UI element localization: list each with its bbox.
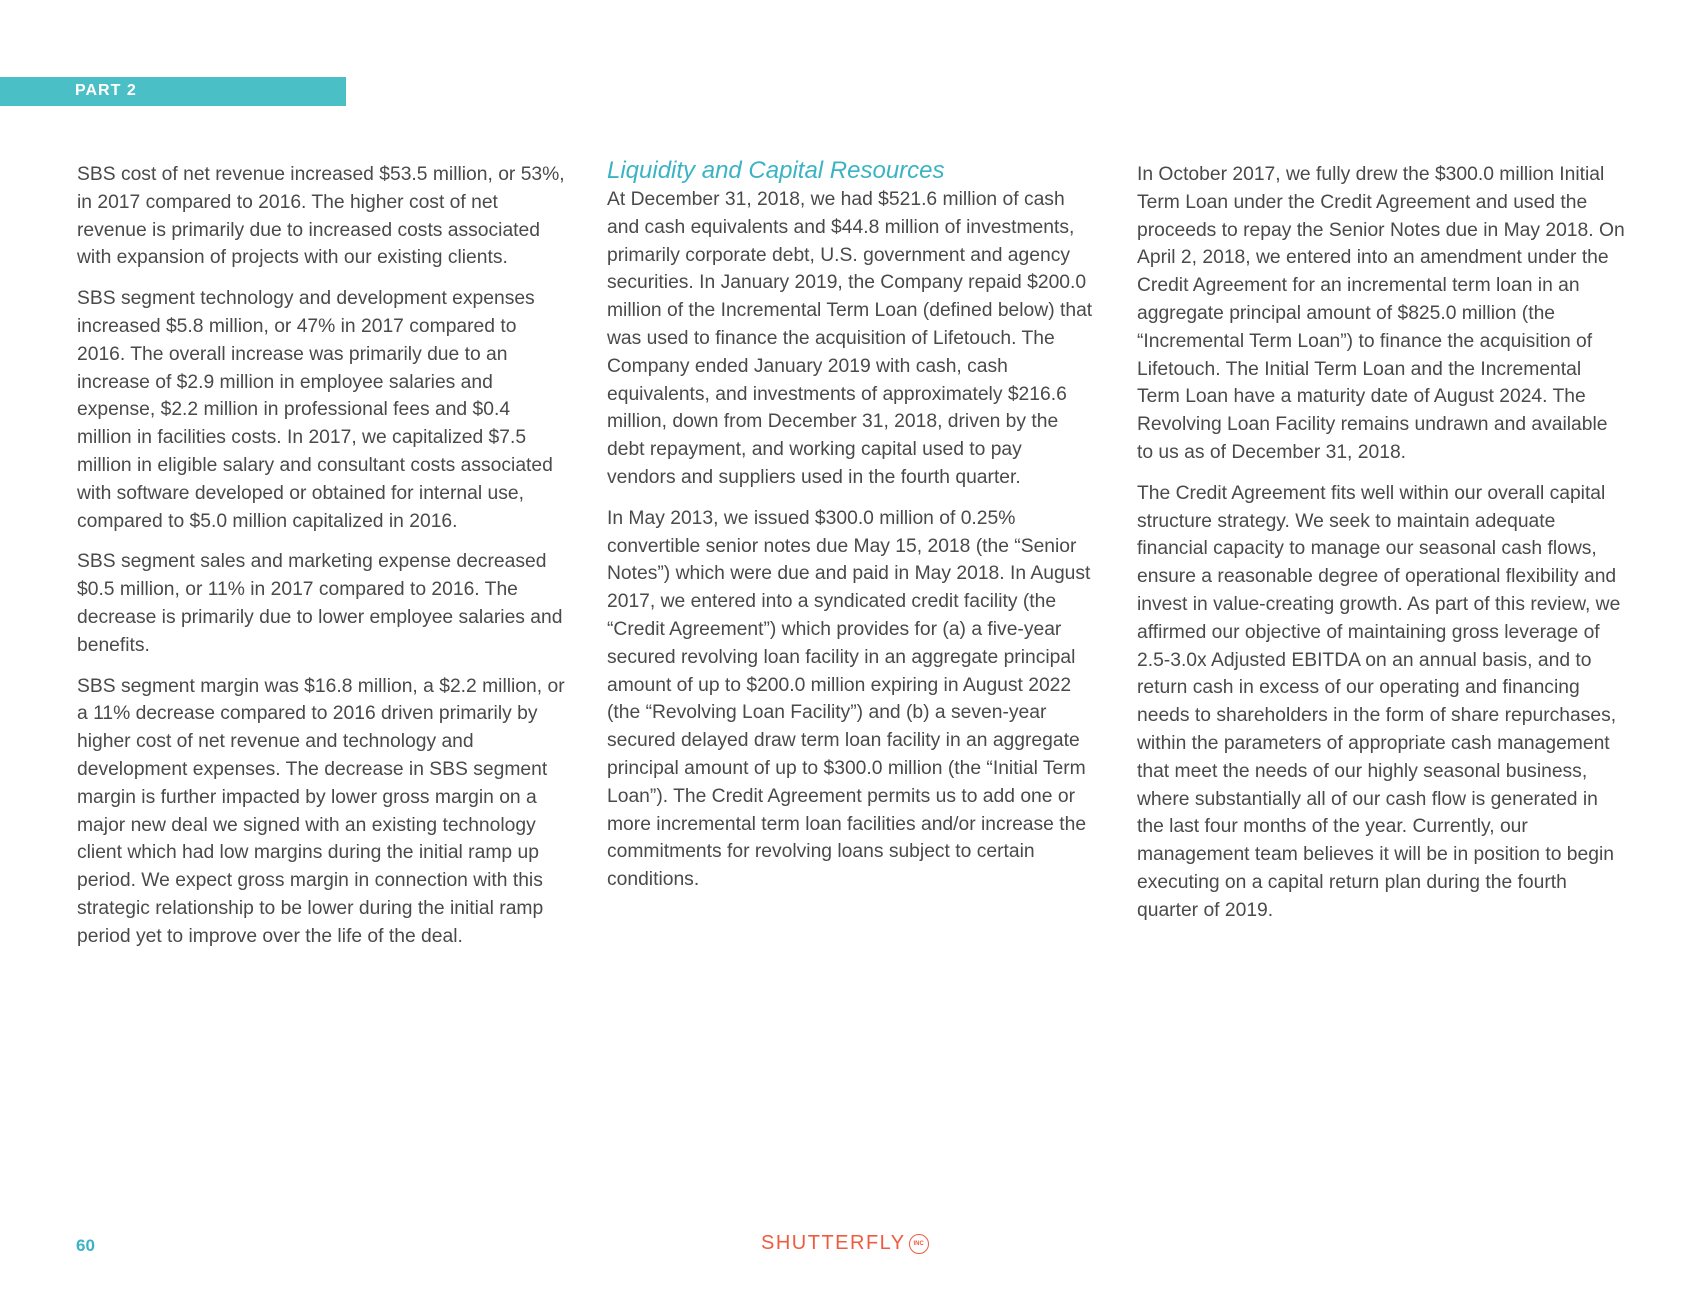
text-column-right <box>1137 161 1627 938</box>
section-label: PART 2 <box>75 82 137 99</box>
page-number: 60 <box>76 1236 95 1255</box>
text-column-left <box>77 161 565 964</box>
paragraph: SBS segment technology and development expenses increased $5.8 million, or 47% in 2017 compared to 2016. The overall increase was primarily due to an increase of $2.9 million in employee salaries and expense, $2.2 million in professional fees and $0.4 million in facilities costs. In 2017, we capitalized $7.5 million in eligible salary and consultant costs associated with software developed or obtained for internal use, compared to $5.0 million capitalized in 2016. <box>77 288 553 532</box>
paragraph: At December 31, 2018, we had $521.6 million of cash and cash equivalents and $44.8 million of investments, primarily corporate debt, U.S. government and agency securities. In January 2019, the Company repaid $200.0 million of the Incremental Term Loan (defined below) that was used to finance the acquisition of Lifetouch. The Company ended January 2019 with cash, cash equivalents, and investments of approximately $216.6 million, down from December 31, 2018, driven by the debt repayment, and working capital used to pay vendors and suppliers used in the fourth quarter. <box>607 189 1093 488</box>
logo-text: SHUTTERFLY <box>761 1232 906 1254</box>
inc-badge-icon: INC <box>909 1234 929 1254</box>
paragraph: SBS segment margin was $16.8 million, a $2.2 million, or a 11% decrease compared to 2016 driven primarily by higher cost of net revenue and technology and development expenses. The decrease in SBS segment margin is further impacted by lower gross margin on a major new deal we signed with an existing technology client which had low margins during the initial ramp up period. We expect gross margin in connection with this strategic relationship to be lower during the initial ramp period yet to improve over the life of the deal. <box>77 675 565 947</box>
text-column-middle <box>607 156 1095 907</box>
section-heading: Liquidity and Capital Resources <box>607 157 945 184</box>
paragraph: In October 2017, we fully drew the $300.0 million Initial Term Loan under the Credit Agreement and used the proceeds to repay the Senior Notes due in May 2018. On April 2, 2018, we entered into an amendment under the Credit Agreement for an incremental term loan in an aggregate principal amount of $825.0 million (the “Incremental Term Loan”) to finance the acquisition of Lifetouch. The Initial Term Loan and the Incremental Term Loan have a maturity date of August 2024. The Revolving Loan Facility remains undrawn and available to us as of December 31, 2018. <box>1137 164 1625 463</box>
paragraph: SBS segment sales and marketing expense decreased $0.5 million, or 11% in 2017 compared to 2016. The decrease is primarily due to lower employee salaries and benefits. <box>77 551 563 656</box>
section-banner <box>0 77 346 106</box>
paragraph: SBS cost of net revenue increased $53.5 million, or 53%, in 2017 compared to 2016. The higher cost of net revenue is primarily due to increased costs associated with expansion of projects with our existing clients. <box>77 164 565 269</box>
paragraph: The Credit Agreement fits well within our overall capital structure strategy. We seek to maintain adequate financial capacity to manage our seasonal cash flows, ensure a reasonable degree of operational flexibility and invest in value-creating growth. As part of this review, we affirmed our objective of maintaining gross leverage of 2.5-3.0x Adjusted EBITDA on an annual basis, and to return cash in excess of our operating and financing needs to shareholders in the form of share repurchases, within the parameters of appropriate cash management that meet the needs of our highly seasonal business, where substantially all of our cash flow is generated in the last four months of the year. Currently, our management team believes it will be in position to begin executing on a capital return plan during the fourth quarter of 2019. <box>1137 482 1621 921</box>
shutterfly-logo <box>761 1232 929 1255</box>
paragraph: In May 2013, we issued $300.0 million of 0.25% convertible senior notes due May 15, 2018 (the “Senior Notes”) which were due and paid in May 2018. In August 2017, we entered into a syndicated credit facility (the “Credit Agreement”) which provides for (a) a five-year secured revolving loan facility in an aggregate principal amount of up to $200.0 million expiring in August 2022 (the “Revolving Loan Facility”) and (b) a seven-year secured delayed draw term loan facility in an aggregate principal amount of up to $300.0 million (the “Initial Term Loan”). The Credit Agreement permits us to add one or more incremental term loan facilities and/or increase the commitments for revolving loans subject to certain conditions. <box>607 507 1091 891</box>
